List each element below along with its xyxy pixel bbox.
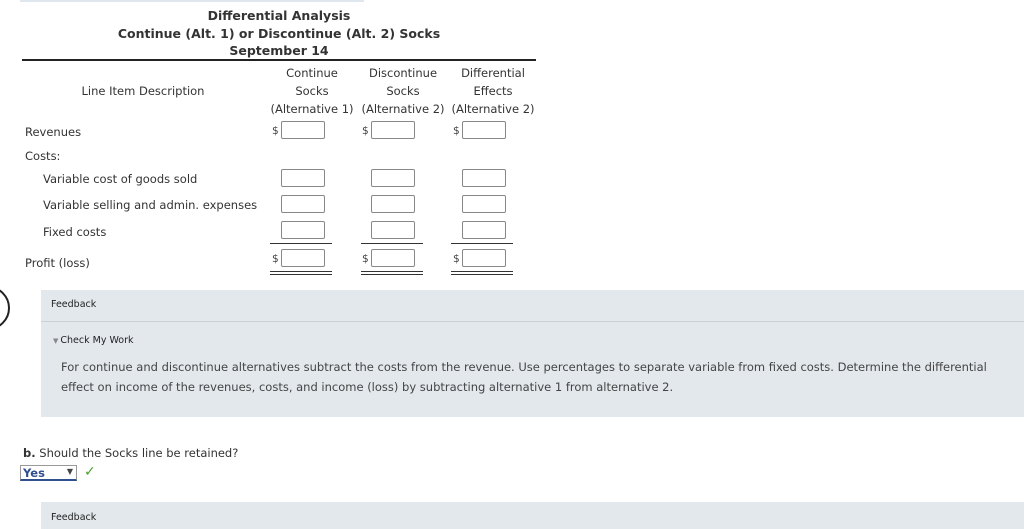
total-double-underline [451,271,513,272]
total-double-underline [361,274,423,275]
variable-selling-alt2-input[interactable] [371,195,415,213]
profit-diff-input[interactable] [462,249,506,267]
feedback-divider [41,321,1024,322]
variable-cogs-diff-input[interactable] [462,169,506,187]
row-label-revenues: Revenues [25,125,82,139]
variable-cogs-alt1-input[interactable] [281,169,325,187]
row-label-fixed-costs: Fixed costs [43,225,107,239]
total-double-underline [270,271,332,272]
report-subtitle: Continue (Alt. 1) or Discontinue (Alt. 2) Socks [117,26,441,41]
revenues-alt1-input[interactable] [281,121,325,139]
fixed-costs-diff-input[interactable] [462,221,506,239]
variable-selling-diff-input[interactable] [462,195,506,213]
revenues-alt2-input[interactable] [371,121,415,139]
variable-cogs-alt2-input[interactable] [371,169,415,187]
retain-select-value: Yes [23,466,45,480]
dropdown-arrow-icon: ▼ [66,467,73,476]
collapse-triangle-icon: ▼ [53,336,59,345]
step-circle [0,286,10,330]
feedback-label: Feedback [51,299,97,310]
currency-symbol: $ [453,125,460,137]
row-label-variable-cogs: Variable cost of goods sold [43,172,198,186]
currency-symbol: $ [453,253,460,265]
top-divider [20,0,364,2]
total-double-underline [361,271,423,272]
description-header: Line Item Description [81,84,205,98]
feedback-panel-2 [41,502,1024,529]
revenues-diff-input[interactable] [462,121,506,139]
subtotal-underline [270,243,332,244]
variable-selling-alt1-input[interactable] [281,195,325,213]
question-b: b. Should the Socks line be retained? [23,446,239,460]
total-double-underline [270,274,332,275]
row-label-variable-selling: Variable selling and admin. expenses [43,198,258,212]
profit-alt1-input[interactable] [281,249,325,267]
report-date: September 14 [229,43,329,58]
profit-alt2-input[interactable] [371,249,415,267]
currency-symbol: $ [272,253,279,265]
report-title: Differential Analysis [207,8,351,23]
fixed-costs-alt2-input[interactable] [371,221,415,239]
retain-select[interactable] [20,465,77,481]
row-label-profit: Profit (loss) [25,256,90,270]
row-label-costs: Costs: [25,149,61,163]
currency-symbol: $ [362,253,369,265]
feedback-panel [41,290,1024,417]
check-my-work-toggle[interactable] [53,335,134,346]
correct-check-icon: ✓ [84,464,96,480]
col3-header: Differential Effects (Alternative 2) [451,66,535,116]
subtotal-underline [451,243,513,244]
check-my-work-label: Check My Work [60,335,134,346]
fixed-costs-alt1-input[interactable] [281,221,325,239]
total-double-underline [451,274,513,275]
col2-header: Discontinue Socks (Alternative 2) [361,66,445,116]
header-rule [22,59,536,61]
currency-symbol: $ [272,125,279,137]
subtotal-underline [361,243,423,244]
feedback-text: For continue and discontinue alternatives subtract the costs from the revenue. Use percentages to separate variable from fixed costs. Determine the differential effect on income of the revenues, costs, and income (loss) by subtracting alternative 1 from alternative 2. [61,360,987,394]
col1-header: Continue Socks (Alternative 1) [270,66,354,116]
currency-symbol: $ [362,125,369,137]
feedback-label-2: Feedback [51,512,97,523]
